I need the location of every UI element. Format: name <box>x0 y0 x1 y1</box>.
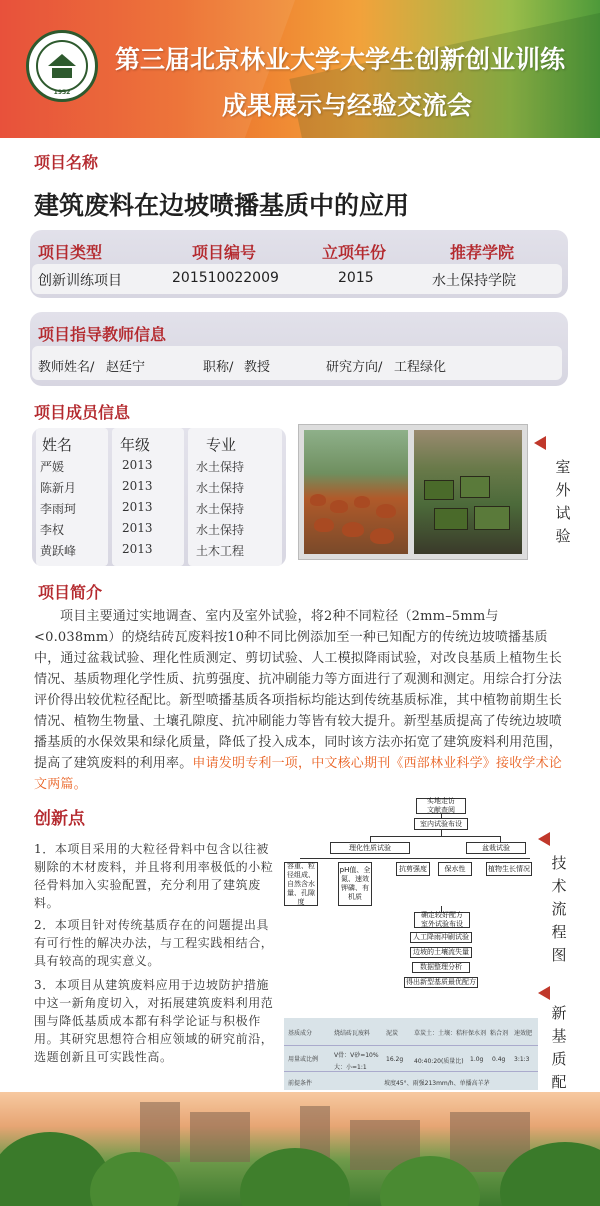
university-logo <box>26 30 98 102</box>
info-value-type: 创新训练项目 <box>38 273 122 289</box>
info-label-number: 项目编号 <box>192 243 257 262</box>
outdoor-arrow-icon <box>534 436 546 450</box>
members-heading: 项目成员信息 <box>34 403 131 422</box>
member-name: 李权 <box>40 523 65 537</box>
flow-box-step3: 边坡的土壤流失量 <box>410 947 472 958</box>
member-grade: 2013 <box>122 542 153 556</box>
sub-title: 成果展示与经验交流会 <box>222 91 473 120</box>
flow-box-item: 容重、粒径组成、自然含水量、孔隙度 <box>284 862 318 906</box>
formula-header-cell: 速效肥 <box>514 1030 533 1037</box>
member-major: 水土保持 <box>196 502 245 516</box>
teacher-heading: 项目指导教师信息 <box>38 325 167 344</box>
campus-landscape-image <box>0 1092 600 1206</box>
project-name: 建筑废料在边坡喷播基质中的应用 <box>34 191 410 220</box>
member-name: 黄跃峰 <box>40 544 77 558</box>
formula-row1-cell: 16.2g <box>386 1056 404 1063</box>
flow-box-step2: 人工降雨冲刷试验 <box>410 932 472 943</box>
member-major: 土木工程 <box>196 544 245 558</box>
logo-year: 1952 <box>53 89 71 96</box>
formula-header-cell: 保水剂 <box>468 1030 487 1037</box>
flow-box-pot: 盆栽试验 <box>466 842 526 854</box>
member-name: 陈新月 <box>40 481 77 495</box>
formula-table <box>284 1018 538 1090</box>
intro-paragraph <box>34 606 574 795</box>
logo-building-icon <box>36 40 88 92</box>
flow-box-survey: 实地走访 文献查阅 <box>416 798 466 814</box>
member-major: 水土保持 <box>196 460 245 474</box>
member-grade: 2013 <box>122 458 153 472</box>
info-label-type: 项目类型 <box>38 243 103 262</box>
formula-row1-cell: 用量或比例 <box>288 1056 319 1063</box>
formula-row1-cell: 40:40:20(质量比) <box>414 1058 464 1065</box>
info-label-year: 立项年份 <box>322 243 387 262</box>
formula-header-cell: 烧结砖瓦废料 <box>334 1030 371 1037</box>
teacher-name-label: 教师姓名/ <box>38 360 95 375</box>
info-value-number: 201510022009 <box>172 270 279 286</box>
member-grade: 2013 <box>122 479 153 493</box>
project-name-heading: 项目名称 <box>34 153 99 172</box>
teacher-title-label: 职称/ <box>203 360 234 375</box>
teacher-field: 工程绿化 <box>394 360 447 375</box>
innovation-heading: 创新点 <box>34 809 85 829</box>
formula-row1-cell: 0.4g <box>492 1056 506 1063</box>
info-label-college: 推荐学院 <box>450 243 515 262</box>
flow-box-step4: 数据整理分析 <box>412 962 470 973</box>
info-value-year: 2015 <box>338 270 374 286</box>
member-name: 李雨珂 <box>40 502 77 516</box>
outdoor-experiment-label: 室 外 试 验 <box>555 458 571 545</box>
flow-box-physchem: 理化性质试验 <box>330 842 410 854</box>
teacher-title: 教授 <box>244 360 271 375</box>
innovation-point-2: 2．本项目针对传统基质存在的问题提出具有可行性的解决办法，与工程实践相结合，具有较高的现实意义。 <box>34 918 274 968</box>
flow-box-item: 植物生长情况 <box>486 862 532 876</box>
flow-box-item: 保水性 <box>438 862 472 876</box>
intro-heading: 项目简介 <box>38 583 103 602</box>
pot-experiment-photo <box>304 430 408 554</box>
formula-label: 新 基 质 配 <box>551 1004 567 1091</box>
member-grade: 2013 <box>122 521 153 535</box>
flow-box-step1: 确定较好配方 室外试验布设 <box>414 912 470 928</box>
formula-arrow-icon <box>538 986 550 1000</box>
formula-header-cell: 粘合剂 <box>490 1030 509 1037</box>
formula-header-cell: 草炭土：土壤：秸秆 <box>414 1030 469 1037</box>
header-banner <box>0 0 600 138</box>
intro-highlight: 申请发明专利一项，中文核心期刊《西部林业科学》接收学术论文两篇。 <box>34 756 563 792</box>
flow-box-indoor: 室内试验布设 <box>414 818 468 830</box>
formula-row1-cell: 1.0g <box>470 1056 484 1063</box>
innovation-point-3: 3．本项目从建筑废料应用于边坡防护措施中这一新角度切入，对拓展建筑废料利用范围与降低基质成本都有科学论证与积极作用。其研究思想符合相应领域的研究前沿，选题创新且可实践性高。 <box>34 978 274 1064</box>
member-major: 水土保持 <box>196 523 245 537</box>
teacher-field-label: 研究方向/ <box>326 360 383 375</box>
flow-box-step5: 得出新型基质最优配方 <box>406 978 476 986</box>
formula-row2-label: 前提条件 <box>288 1080 313 1087</box>
info-value-college: 水土保持学院 <box>432 273 516 289</box>
flowchart-label: 技 术 流 程 图 <box>551 854 567 964</box>
members-header-grade: 年级 <box>120 436 151 454</box>
flow-arrow-icon <box>538 832 550 846</box>
flow-box-item: pH值、全氮、速效钾磷、有机质 <box>338 862 372 906</box>
formula-row1b-cell: 大：小=1:1 <box>334 1064 367 1071</box>
slope-tray-photo <box>414 430 522 554</box>
teacher-name: 赵廷宁 <box>106 360 146 375</box>
main-title: 第三届北京林业大学大学生创新创业训练 <box>115 45 566 74</box>
innovation-point-1: 1．本项目采用的大粒径骨料中包含以往被剔除的木材废料，并且将利用率极低的小粒径骨料加入实验配置，充分利用了建筑废料。 <box>34 842 274 910</box>
members-header-major: 专业 <box>206 436 237 454</box>
formula-row1-cell: 3:1:3 <box>514 1056 530 1063</box>
formula-row1-cell: V骨：V砂=10% <box>334 1052 379 1059</box>
members-header-name: 姓名 <box>42 436 73 454</box>
member-major: 水土保持 <box>196 481 245 495</box>
member-name: 严媛 <box>40 460 65 474</box>
intro-text: 项目主要通过实地调查、室内及室外试验，将2种不同粒径（2mm–5mm与<0.038mm）的烧结砖瓦废料按10种不同比例添加至一种已知配方的传统边坡喷播基质中，通过盆栽试验、理化性质测定、剪切试验、人工模拟降雨试验，对改良基质上植物生长情况、基质物理化学性质、抗剪强度、抗冲刷能力等方面进行了观测和测定。用综合打分法评价得出较优粒径配比。新型喷播基质各项指标均能达到传统基质标准，其中植物前期生长情况、植物生物量、土壤孔隙度、抗冲刷能力等皆有较大提升。新型基质提高了传统边坡喷播基质的水保效果和绿化质量，降低了投入成本，同时该方法亦拓宽了建筑废料利用范围，提高了建筑废料的利用率。 <box>34 609 563 771</box>
formula-header-cell: 泥炭 <box>386 1030 399 1037</box>
formula-row2-value: 坡度45°、雨强213mm/h、单播高羊茅 <box>384 1080 490 1087</box>
formula-header-cell: 基质成分 <box>288 1030 313 1037</box>
member-grade: 2013 <box>122 500 153 514</box>
flow-box-item: 抗剪强度 <box>396 862 430 876</box>
